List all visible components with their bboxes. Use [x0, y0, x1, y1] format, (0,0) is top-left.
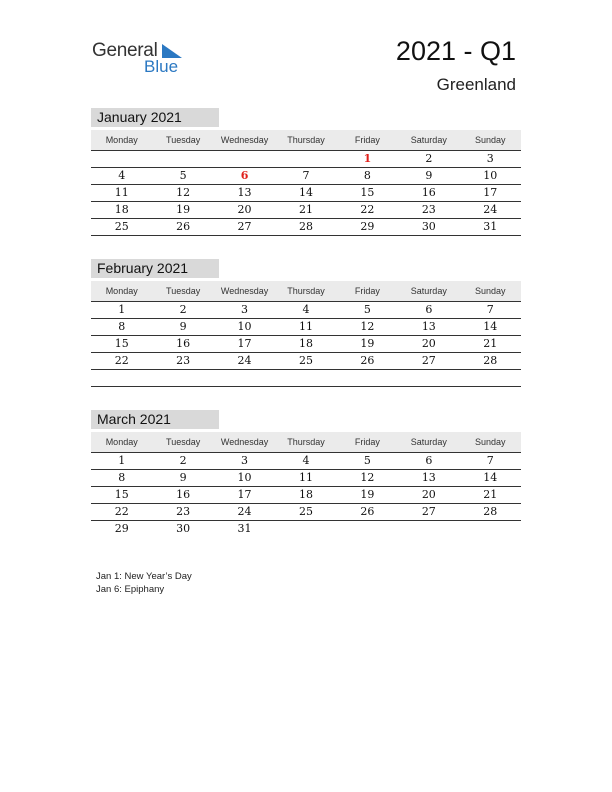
day-cell: 22 — [114, 505, 129, 518]
day-cell: 3 — [486, 152, 494, 165]
month-name: March 2021 — [91, 410, 219, 429]
day-cell: 27 — [237, 220, 252, 233]
day-cell: 10 — [237, 471, 252, 484]
month-january — [91, 108, 521, 236]
day-cell — [460, 521, 521, 537]
weekday-header — [91, 130, 521, 151]
day-cell: 31 — [237, 522, 252, 535]
day-cell: 20 — [421, 488, 436, 501]
day-cell: 15 — [114, 488, 129, 501]
day-cell: 22 — [360, 203, 375, 216]
logo-blue-text: Blue — [144, 57, 179, 76]
week-row — [91, 185, 521, 202]
weekday-label: Monday — [105, 286, 138, 296]
day-cell — [152, 151, 213, 167]
holiday-note: Jan 6: Epiphany — [96, 584, 165, 595]
day-cell: 11 — [298, 320, 313, 333]
weekday-label: Wednesday — [220, 437, 269, 447]
weekday-label: Thursday — [287, 135, 325, 145]
day-cell: 13 — [421, 320, 436, 333]
day-cell — [275, 151, 336, 167]
day-cell: 23 — [176, 505, 191, 518]
day-cell: 6 — [240, 169, 249, 182]
day-cell: 1 — [363, 152, 372, 165]
weekday-label: Wednesday — [220, 286, 269, 296]
day-cell — [152, 370, 213, 386]
day-cell: 5 — [363, 303, 371, 316]
day-cell: 8 — [118, 320, 126, 333]
day-cell: 18 — [114, 203, 129, 216]
day-cell: 23 — [176, 354, 191, 367]
day-cell: 16 — [421, 186, 436, 199]
day-cell: 24 — [483, 203, 498, 216]
day-cell: 20 — [237, 203, 252, 216]
day-cell: 17 — [237, 337, 252, 350]
day-cell: 21 — [483, 488, 498, 501]
week-row — [91, 202, 521, 219]
weekday-label: Monday — [105, 437, 138, 447]
logo — [92, 40, 192, 80]
day-cell: 12 — [360, 320, 375, 333]
day-cell: 15 — [360, 186, 375, 199]
day-cell: 6 — [425, 454, 433, 467]
day-cell: 2 — [179, 303, 187, 316]
weekday-header — [91, 281, 521, 302]
day-cell: 7 — [486, 454, 494, 467]
day-cell: 22 — [114, 354, 129, 367]
weekday-label: Tuesday — [166, 286, 201, 296]
day-cell: 13 — [421, 471, 436, 484]
day-cell: 29 — [114, 522, 129, 535]
holiday-notes — [96, 570, 192, 596]
day-cell: 17 — [237, 488, 252, 501]
logo-general-text: General — [92, 40, 158, 61]
day-cell: 14 — [483, 320, 498, 333]
day-cell: 7 — [302, 169, 310, 182]
weekday-label: Monday — [105, 135, 138, 145]
week-row — [91, 302, 521, 319]
day-cell: 28 — [483, 354, 498, 367]
day-cell: 30 — [176, 522, 191, 535]
day-cell: 24 — [237, 505, 252, 518]
month-name: January 2021 — [91, 108, 219, 127]
day-cell — [275, 370, 336, 386]
day-cell: 26 — [176, 220, 191, 233]
week-row — [91, 370, 521, 387]
day-cell: 9 — [179, 320, 187, 333]
day-cell: 12 — [360, 471, 375, 484]
weekday-label: Tuesday — [166, 135, 201, 145]
day-cell: 11 — [114, 186, 129, 199]
weekday-label: Friday — [354, 437, 380, 447]
day-cell: 21 — [298, 203, 313, 216]
day-cell: 18 — [298, 337, 313, 350]
day-cell: 8 — [118, 471, 126, 484]
day-cell: 8 — [363, 169, 371, 182]
day-cell — [91, 151, 152, 167]
day-cell: 29 — [360, 220, 375, 233]
weekday-label: Wednesday — [220, 135, 269, 145]
week-row — [91, 353, 521, 370]
day-cell: 19 — [176, 203, 191, 216]
weekday-label: Friday — [354, 135, 380, 145]
day-cell: 31 — [483, 220, 498, 233]
day-cell — [214, 151, 275, 167]
weekday-label: Sunday — [474, 135, 506, 145]
weekday-label: Tuesday — [166, 437, 201, 447]
day-cell: 15 — [114, 337, 129, 350]
day-cell: 14 — [298, 186, 313, 199]
month-march — [91, 410, 521, 537]
day-cell — [337, 521, 398, 537]
day-cell: 5 — [363, 454, 371, 467]
week-row — [91, 219, 521, 236]
day-cell: 12 — [176, 186, 191, 199]
week-row — [91, 487, 521, 504]
day-cell: 27 — [421, 505, 436, 518]
day-cell: 17 — [483, 186, 498, 199]
day-cell: 9 — [179, 471, 187, 484]
day-cell: 1 — [118, 454, 126, 467]
day-cell: 7 — [486, 303, 494, 316]
day-cell: 9 — [425, 169, 433, 182]
country-name: Greenland — [436, 75, 516, 94]
month-name: February 2021 — [91, 259, 219, 278]
day-cell: 25 — [298, 505, 313, 518]
day-cell: 3 — [241, 303, 249, 316]
day-cell: 14 — [483, 471, 498, 484]
week-row — [91, 504, 521, 521]
weekday-label: Thursday — [287, 286, 325, 296]
day-cell — [398, 521, 459, 537]
day-cell: 26 — [360, 354, 375, 367]
weekday-label: Saturday — [410, 437, 447, 447]
day-cell — [214, 370, 275, 386]
day-cell: 18 — [298, 488, 313, 501]
day-cell: 24 — [237, 354, 252, 367]
weekday-label: Saturday — [410, 286, 447, 296]
month-february — [91, 259, 521, 387]
day-cell: 26 — [360, 505, 375, 518]
day-cell — [460, 370, 521, 386]
day-cell: 19 — [360, 337, 375, 350]
day-cell — [337, 370, 398, 386]
day-cell: 11 — [298, 471, 313, 484]
weekday-label: Friday — [354, 286, 380, 296]
holiday-note: Jan 1: New Year’s Day — [96, 571, 192, 582]
day-cell: 13 — [237, 186, 252, 199]
day-cell: 30 — [421, 220, 436, 233]
day-cell: 28 — [298, 220, 313, 233]
day-cell: 1 — [118, 303, 126, 316]
week-row — [91, 151, 521, 168]
week-row — [91, 319, 521, 336]
day-cell: 6 — [425, 303, 433, 316]
day-cell: 3 — [241, 454, 249, 467]
day-cell — [91, 370, 152, 386]
day-cell: 10 — [483, 169, 498, 182]
day-cell: 16 — [176, 337, 191, 350]
day-cell: 27 — [421, 354, 436, 367]
day-cell: 2 — [179, 454, 187, 467]
day-cell: 4 — [302, 303, 310, 316]
weekday-label: Saturday — [410, 135, 447, 145]
week-row — [91, 470, 521, 487]
weekday-label: Sunday — [474, 286, 506, 296]
day-cell: 4 — [118, 169, 126, 182]
day-cell: 10 — [237, 320, 252, 333]
day-cell: 4 — [302, 454, 310, 467]
day-cell: 21 — [483, 337, 498, 350]
page-title: 2021 - Q1 — [395, 36, 516, 66]
day-cell: 16 — [176, 488, 191, 501]
week-row — [91, 168, 521, 185]
weekday-label: Thursday — [287, 437, 325, 447]
week-row — [91, 336, 521, 353]
day-cell — [275, 521, 336, 537]
week-row — [91, 521, 521, 537]
day-cell: 20 — [421, 337, 436, 350]
weekday-header — [91, 432, 521, 453]
day-cell: 25 — [298, 354, 313, 367]
weekday-label: Sunday — [474, 437, 506, 447]
day-cell: 2 — [425, 152, 433, 165]
day-cell: 5 — [179, 169, 187, 182]
day-cell: 28 — [483, 505, 498, 518]
day-cell: 25 — [114, 220, 129, 233]
day-cell: 23 — [421, 203, 436, 216]
week-row — [91, 453, 521, 470]
day-cell — [398, 370, 459, 386]
day-cell: 19 — [360, 488, 375, 501]
